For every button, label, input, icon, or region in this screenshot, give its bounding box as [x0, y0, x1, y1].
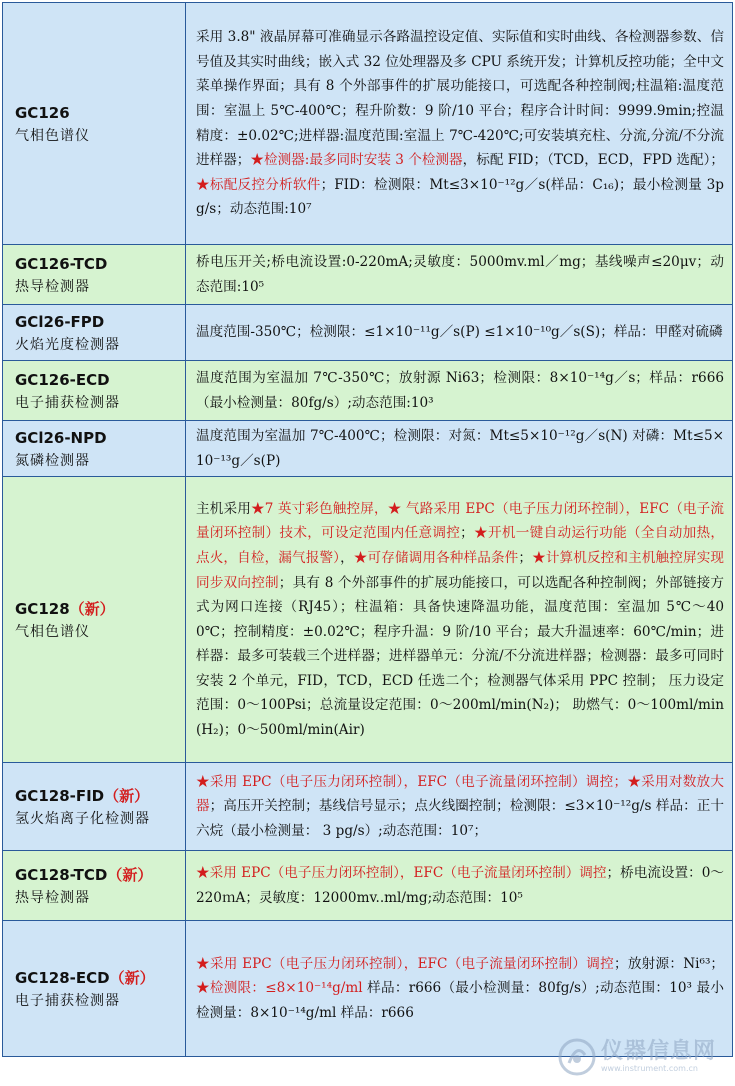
highlight-text: ★采用 EPC（电子压力闭环控制），EFC（电子流量闭环控制）调控；★采用对数放大器: [196, 773, 724, 815]
model-number: [15, 101, 185, 125]
product-name: 热导检测器: [15, 278, 90, 295]
product-cell: [3, 763, 186, 851]
spec-text: ；: [518, 549, 532, 566]
model-text: GC128-ECD: [15, 968, 110, 987]
table-row: [3, 361, 733, 421]
watermark-cn: 仪器信息网: [601, 1039, 717, 1064]
table-row: [3, 245, 733, 305]
model-text: GC128: [15, 599, 70, 618]
model-text: GC126-TCD: [15, 254, 108, 273]
product-cell: [3, 477, 186, 763]
spec-description: [186, 477, 733, 763]
product-cell: [3, 3, 186, 245]
product-cell: [3, 851, 186, 921]
spec-description: [186, 421, 733, 477]
spec-text: 样品：r666（最小检测量：80fg/s）;动态范围：10³ 最小检测量：8×10⁻¹⁴g/ml 样品：r666: [196, 980, 724, 1021]
model-number: [15, 426, 185, 450]
model-number: [15, 597, 185, 621]
spec-text: ，标配 FID；（TCD，ECD，FPD 选配）；: [462, 152, 725, 169]
highlight-text: ★可存储调用各种样品条件: [353, 549, 519, 566]
model-text: GC126-ECD: [15, 370, 110, 389]
product-name: 电子捕获检测器: [15, 992, 120, 1009]
model-text: GC128-FID: [15, 786, 105, 805]
spec-text: ；具有 8 个外部事件的扩展功能接口，可以选配各种控制阀；外部链接方式为网口连接（RJ45）；柱温箱：具备快速降温功能，温度范围：室温加 5℃～400℃；控制精度：±0.02℃；程序升温：9 阶/10 平台；最大升温速率：60℃/min；进样器：最多可装载三个进样器；进样器单元：分流/不分流进样器；检测器：最多可同时安装 2 个单元，FID，TCD，ECD 任选二个；检测器气体采用 PPC 控制； 压力设定范围：0～100Psi；总流量设定范围：0～200ml/min(N₂)； 助燃气：0～100ml/min(H₂)；0～500ml/min(Air): [196, 574, 725, 739]
highlight-text: ★检测限：≤8×10⁻¹⁴g/ml: [196, 980, 363, 997]
spec-description: [186, 245, 733, 305]
model-number: [15, 966, 185, 990]
spec-text: 温度范围-350℃；检测限：≤1×10⁻¹¹g／s(P) ≤1×10⁻¹⁰g／s(S)；样品：甲醛对硫磷: [196, 324, 723, 341]
spec-description: [186, 305, 733, 361]
spec-description: [186, 361, 733, 421]
product-name: 气相色谱仪: [15, 127, 90, 144]
product-cell: [3, 921, 186, 1057]
spec-text: 采用 3.8" 液晶屏幕可准确显示各路温控设定值、实际值和实时曲线、各检测器参数、信号值及其实时曲线；嵌入式 32 位处理器及多 CPU 系统开发；计算机反控功能；全中文菜单操作界面；具有 8 个外部事件的扩展功能接口，可选配各种控制阀;柱温箱:温度范围：室温上 5℃-400℃；程升阶数：9 阶/10 平台；程序合计时间：9999.9min;控温精度：±0.02℃;进样器:温度范围:室温上 7℃-420℃;可安装填充柱、分流,分流/不分流进样器；: [196, 29, 724, 169]
spec-text: ；放射源：Ni⁶³；: [613, 955, 724, 972]
table-row: [3, 421, 733, 477]
spec-description: [186, 763, 733, 851]
highlight-text: ★采用 EPC（电子压力闭环控制），EFC（电子流量闭环控制）调控: [196, 865, 607, 882]
product-name: 热导检测器: [15, 889, 90, 906]
spec-text: 温度范围为室温加 7℃-350℃；放射源 Ni63；检测限：8×10⁻¹⁴g／s；样品：r666（最小检测量：80fg/s）;动态范围:10³: [196, 369, 724, 411]
spec-text: ；桥电流设置：0～220ｍA；灵敏度：12000mv..ml/mg;动态范围：10⁵: [196, 865, 725, 906]
spec-description: [186, 851, 733, 921]
spec-text: 温度范围为室温加 7℃-400℃；检测限：对氮：Mt≤5×10⁻¹²g／s(N) 对磷：Mt≤5×10⁻¹³g／s(P): [196, 428, 724, 469]
table-row: [3, 305, 733, 361]
product-name: 火焰光度检测器: [15, 336, 120, 353]
spec-table: [2, 2, 733, 1057]
spec-text: 主机采用: [196, 500, 251, 517]
model-number: [15, 784, 185, 808]
spec-text: 桥电压开关;桥电流设置:0-220mA;灵敏度：5000mv.ml／mg；基线噪声≤20μv；动态范围:10⁵: [196, 253, 724, 295]
highlight-text: ★7 英寸彩色触控屏，★ 气路采用 EPC（电子压力闭环控制），EFC（电子流量闭环控制）技术，可设定范围内任意调控: [196, 500, 725, 542]
product-name: 电子捕获检测器: [15, 394, 120, 411]
new-badge: （新）: [69, 599, 115, 618]
model-text: GC128-TCD: [15, 865, 108, 884]
highlight-text: ★检测器:最多同时安装 3 个检测器: [250, 152, 463, 169]
instrument-logo-icon: [557, 1037, 597, 1077]
product-cell: [3, 361, 186, 421]
product-cell: [3, 305, 186, 361]
model-text: GC126: [15, 103, 70, 122]
spec-text: ，: [340, 549, 354, 566]
new-badge: （新）: [109, 968, 155, 987]
table-row: [3, 851, 733, 921]
highlight-text: ★采用 EPC（电子压力闭环控制），EFC（电子流量闭环控制）调控: [196, 955, 614, 972]
model-number: [15, 310, 185, 334]
new-badge: （新）: [107, 865, 153, 884]
table-row: [3, 477, 733, 763]
highlight-text: ★标配反控分析软件: [196, 176, 321, 193]
model-text: GCl26-FPD: [15, 312, 105, 331]
model-number: [15, 252, 185, 276]
product-cell: [3, 245, 186, 305]
table-row: [3, 763, 733, 851]
model-number: [15, 368, 185, 392]
spec-text: ；高压开关控制；基线信号显示；点火线圈控制；检测限：≤3×10⁻¹²g/s 样品：正十六烷（最小检测量： 3 pg/s）;动态范围：10⁷；: [196, 798, 724, 839]
model-number: [15, 863, 185, 887]
spec-text: ；: [460, 525, 474, 542]
table-row: [3, 3, 733, 245]
product-name: 气相色谱仪: [15, 623, 90, 640]
product-cell: [3, 421, 186, 477]
watermark-en: www.instrument.com.cn: [601, 1064, 698, 1073]
spec-description: [186, 3, 733, 245]
product-name: 氮磷检测器: [15, 452, 90, 469]
model-text: GCl26-NPD: [15, 428, 107, 447]
spec-text: ；FID：检测限：Mt≤3×10⁻¹²g／s(样品：C₁₆)；最小检测量 3pg/s；动态范围:10⁷: [196, 176, 725, 218]
product-name: 氢火焰离子化检测器: [15, 810, 150, 827]
highlight-text: ★开机一键自动运行功能（全自动加热，点火，自检，漏气报警）: [196, 525, 725, 566]
new-badge: （新）: [104, 786, 150, 805]
highlight-text: ★计算机反控和主机触控屏实现同步双向控制: [196, 549, 725, 591]
watermark: [557, 1036, 727, 1078]
